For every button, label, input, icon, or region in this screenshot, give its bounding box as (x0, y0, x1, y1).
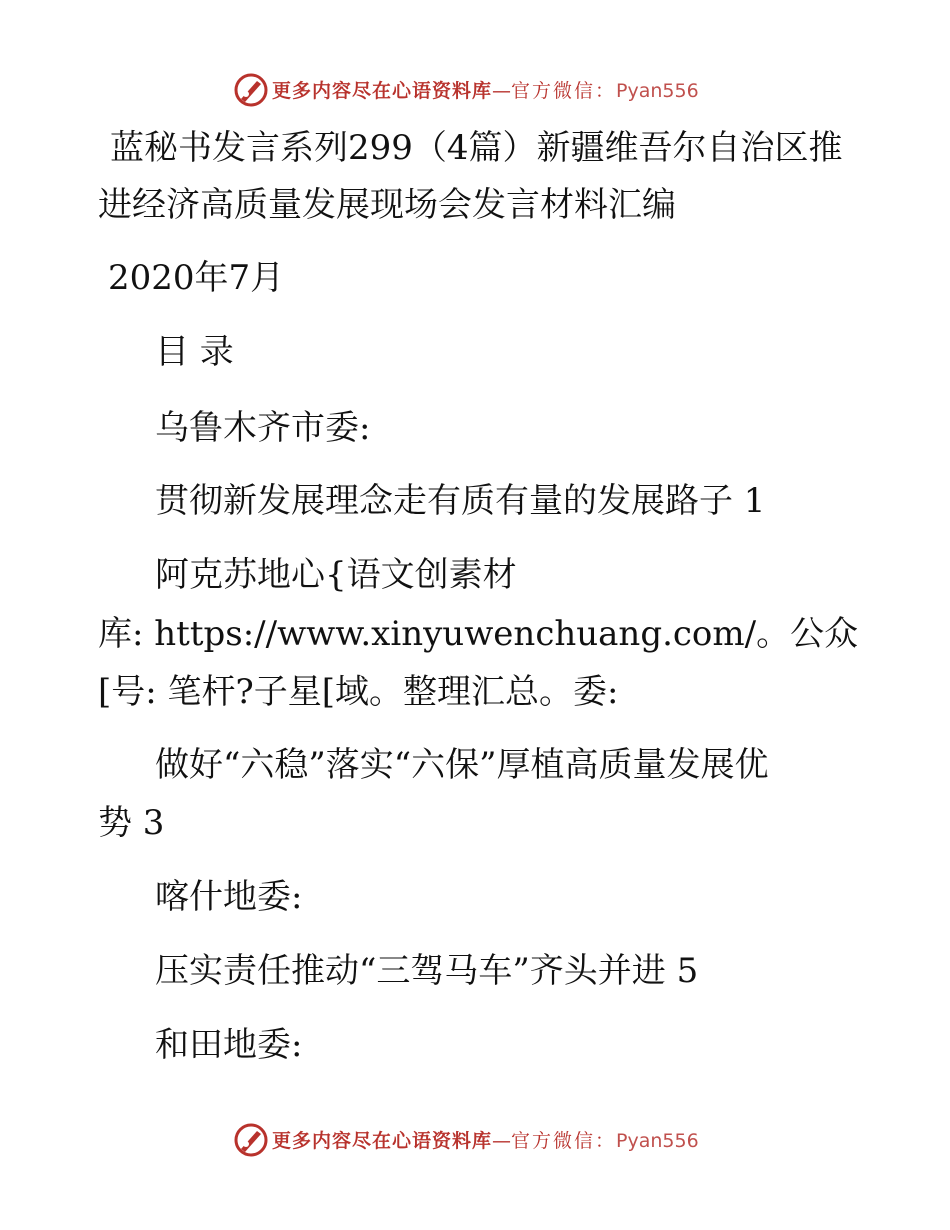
document-date: 2020年7月 (108, 258, 285, 298)
header-banner (0, 68, 950, 112)
toc-entry-title: 贯彻新发展理念走有质有量的发展路子 1 (155, 481, 766, 521)
banner-brand: 更多内容尽在心语资料库 (272, 80, 493, 102)
banner-text (272, 1126, 699, 1153)
toc-entry-continuation: 库: https://www.xinyuwenchuang.com/。公众 (98, 614, 859, 654)
document-title-line-2: 进经济高质量发展现场会发言材料汇编 (98, 185, 676, 225)
toc-entry-org: 喀什地委: (155, 877, 303, 917)
banner-wechat-label: 官方微信： (511, 80, 617, 102)
banner-wechat-label: 官方微信： (511, 1130, 617, 1152)
banner-text (272, 76, 699, 103)
pen-logo-icon (233, 1122, 269, 1158)
toc-entry-org: 乌鲁木齐市委: (155, 408, 371, 448)
footer-banner (0, 1118, 950, 1162)
toc-entry-org: 阿克苏地心{语文创素材 (155, 555, 517, 595)
toc-entry-title: 压实责任推动“三驾马车”齐头并进 5 (155, 951, 699, 991)
banner-dash: — (492, 1130, 512, 1152)
toc-heading: 目 录 (155, 332, 234, 372)
banner-wechat-id: Pyan556 (616, 1130, 699, 1152)
toc-entry-continuation: [号: 笔杆?子星[域。整理汇总。委: (98, 672, 619, 712)
banner-wechat-id: Pyan556 (616, 80, 699, 102)
toc-entry-continuation: 势 3 (98, 803, 165, 843)
banner-dash: — (492, 80, 512, 102)
pen-logo-icon (233, 72, 269, 108)
document-title-line-1: 蓝秘书发言系列299（4篇）新疆维吾尔自治区推 (110, 128, 843, 168)
toc-entry-org: 和田地委: (155, 1025, 303, 1065)
banner-brand: 更多内容尽在心语资料库 (272, 1130, 493, 1152)
toc-entry-title: 做好“六稳”落实“六保”厚植高质量发展优 (155, 745, 769, 785)
